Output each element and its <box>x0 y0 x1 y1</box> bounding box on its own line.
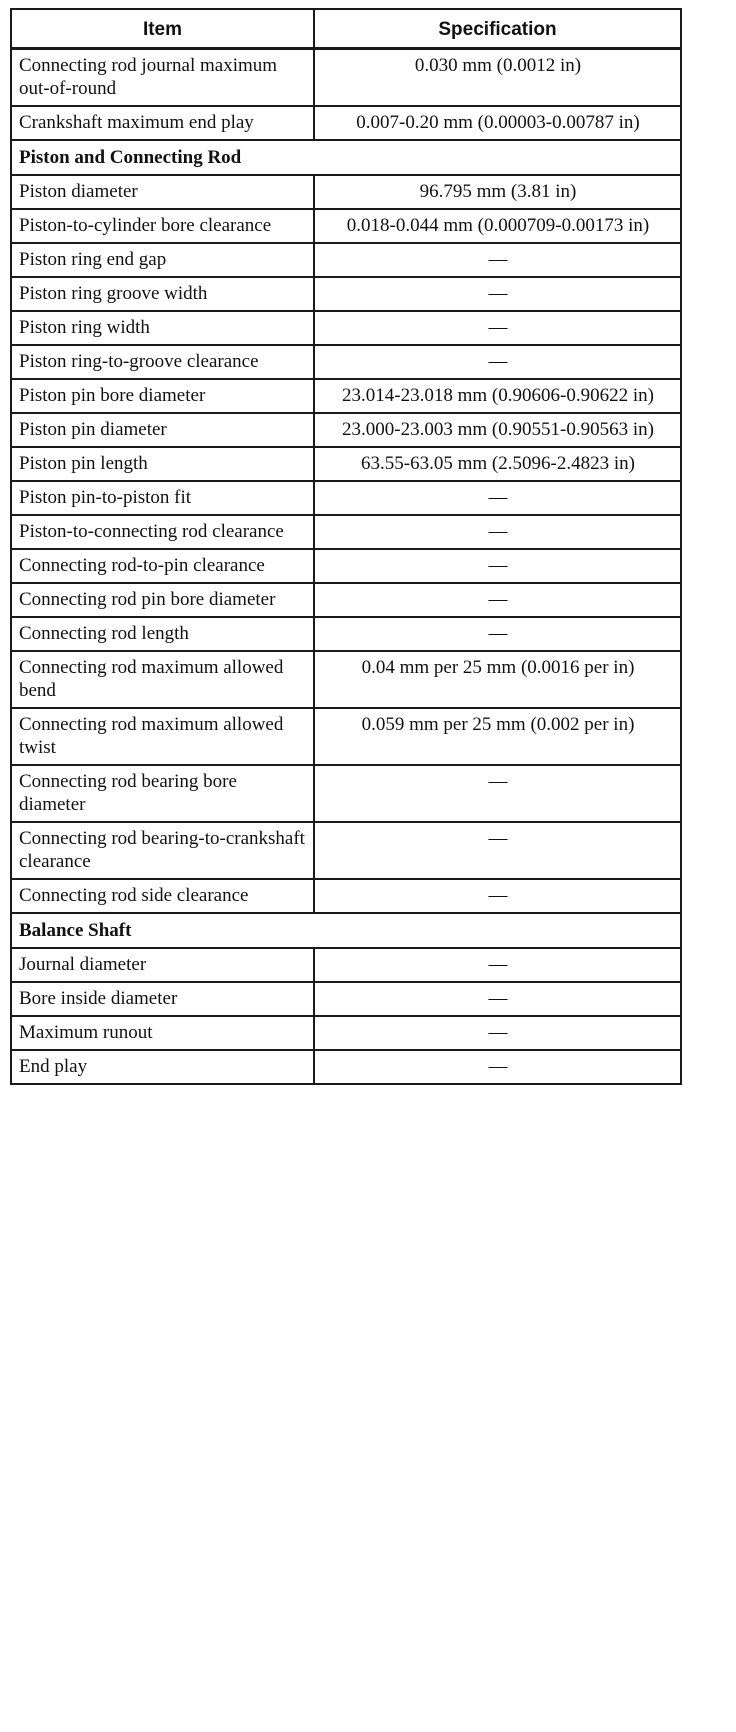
item-cell: Piston ring end gap <box>11 243 314 277</box>
section-row <box>11 913 681 948</box>
table-row <box>11 765 681 822</box>
spec-cell: — <box>314 982 681 1016</box>
specification-table <box>10 8 682 1085</box>
spec-cell: — <box>314 515 681 549</box>
table-header <box>11 9 681 49</box>
table-row <box>11 515 681 549</box>
table-row <box>11 209 681 243</box>
spec-cell: — <box>314 879 681 913</box>
spec-cell: — <box>314 1016 681 1050</box>
table-row <box>11 549 681 583</box>
table-row <box>11 106 681 140</box>
item-cell: Piston-to-cylinder bore clearance <box>11 209 314 243</box>
table-row <box>11 243 681 277</box>
item-cell: Connecting rod side clearance <box>11 879 314 913</box>
header-row <box>11 9 681 49</box>
column-header-item: Item <box>11 9 314 49</box>
spec-cell: — <box>314 617 681 651</box>
item-cell: Connecting rod bearing-to-crankshaft clearance <box>11 822 314 879</box>
item-cell: Crankshaft maximum end play <box>11 106 314 140</box>
table-row <box>11 379 681 413</box>
item-cell: Piston-to-connecting rod clearance <box>11 515 314 549</box>
spec-cell: 23.014-23.018 mm (0.90606-0.90622 in) <box>314 379 681 413</box>
table-row <box>11 49 681 107</box>
table-row <box>11 277 681 311</box>
spec-cell: — <box>314 765 681 822</box>
item-cell: Piston diameter <box>11 175 314 209</box>
spec-cell: — <box>314 277 681 311</box>
item-cell: Bore inside diameter <box>11 982 314 1016</box>
item-cell: Connecting rod maximum allowed twist <box>11 708 314 765</box>
item-cell: End play <box>11 1050 314 1084</box>
table-row <box>11 1016 681 1050</box>
table-row <box>11 311 681 345</box>
item-cell: Piston pin-to-piston fit <box>11 481 314 515</box>
table-row <box>11 617 681 651</box>
spec-cell: — <box>314 948 681 982</box>
table-row <box>11 948 681 982</box>
table-row <box>11 1050 681 1084</box>
table-row <box>11 413 681 447</box>
spec-cell: 0.04 mm per 25 mm (0.0016 per in) <box>314 651 681 708</box>
spec-cell: 0.059 mm per 25 mm (0.002 per in) <box>314 708 681 765</box>
section-heading: Piston and Connecting Rod <box>11 140 681 175</box>
table-row <box>11 651 681 708</box>
spec-cell: — <box>314 549 681 583</box>
item-cell: Piston ring groove width <box>11 277 314 311</box>
spec-cell: 0.007-0.20 mm (0.00003-0.00787 in) <box>314 106 681 140</box>
section-row <box>11 140 681 175</box>
spec-cell: 23.000-23.003 mm (0.90551-0.90563 in) <box>314 413 681 447</box>
table-row <box>11 481 681 515</box>
spec-cell: — <box>314 481 681 515</box>
item-cell: Connecting rod pin bore diameter <box>11 583 314 617</box>
spec-cell: — <box>314 311 681 345</box>
item-cell: Piston pin diameter <box>11 413 314 447</box>
item-cell: Connecting rod journal maximum out-of-round <box>11 49 314 107</box>
item-cell: Connecting rod maximum allowed bend <box>11 651 314 708</box>
item-cell: Piston pin bore diameter <box>11 379 314 413</box>
spec-cell: 63.55-63.05 mm (2.5096-2.4823 in) <box>314 447 681 481</box>
spec-cell: 96.795 mm (3.81 in) <box>314 175 681 209</box>
table-row <box>11 583 681 617</box>
spec-cell: — <box>314 345 681 379</box>
item-cell: Piston pin length <box>11 447 314 481</box>
table-row <box>11 708 681 765</box>
spec-cell: 0.030 mm (0.0012 in) <box>314 49 681 107</box>
spec-cell: 0.018-0.044 mm (0.000709-0.00173 in) <box>314 209 681 243</box>
table-row <box>11 447 681 481</box>
table-row <box>11 822 681 879</box>
table-row <box>11 982 681 1016</box>
table-body <box>11 49 681 1085</box>
item-cell: Maximum runout <box>11 1016 314 1050</box>
item-cell: Piston ring-to-groove clearance <box>11 345 314 379</box>
item-cell: Connecting rod length <box>11 617 314 651</box>
item-cell: Journal diameter <box>11 948 314 982</box>
column-header-specification: Specification <box>314 9 681 49</box>
spec-cell: — <box>314 1050 681 1084</box>
item-cell: Piston ring width <box>11 311 314 345</box>
table-row <box>11 879 681 913</box>
spec-cell: — <box>314 583 681 617</box>
section-heading: Balance Shaft <box>11 913 681 948</box>
spec-cell: — <box>314 822 681 879</box>
item-cell: Connecting rod bearing bore diameter <box>11 765 314 822</box>
table-row <box>11 175 681 209</box>
table-row <box>11 345 681 379</box>
item-cell: Connecting rod-to-pin clearance <box>11 549 314 583</box>
spec-cell: — <box>314 243 681 277</box>
